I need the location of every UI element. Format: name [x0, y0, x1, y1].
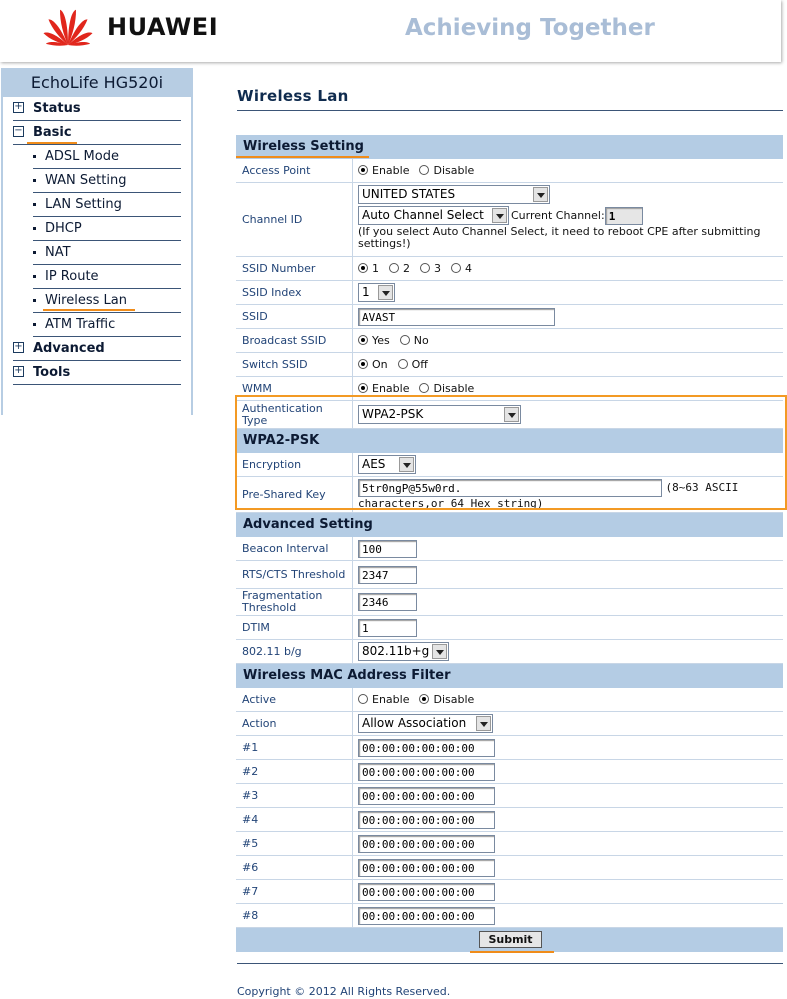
sidebar-item-lan-setting[interactable]: LAN Setting: [33, 193, 181, 217]
radio-icon: [419, 165, 429, 175]
mac-action-select[interactable]: Allow Association: [358, 714, 493, 733]
row-mac-5: #5 00:00:00:00:00:00: [236, 832, 783, 856]
rts-threshold-input[interactable]: 2347: [358, 566, 417, 584]
active-underline: [43, 309, 135, 311]
row-mac-4: #4 00:00:00:00:00:00: [236, 808, 783, 832]
mac-address-input[interactable]: 00:00:00:00:00:00: [358, 763, 495, 781]
submit-button[interactable]: Submit: [479, 931, 542, 948]
page-title: Wireless Lan: [237, 87, 349, 105]
row-pre-shared-key: Pre-Shared Key 5tr0ngP@55w0rd. (8~63 ASCII characters,or 64 Hex string): [236, 477, 783, 513]
fragmentation-threshold-input[interactable]: 2346: [358, 593, 417, 611]
sidebar-item-status[interactable]: + Status: [13, 97, 181, 121]
copyright: Copyright © 2012 All Rights Reserved.: [237, 985, 451, 998]
ssid-number-3[interactable]: 3: [420, 262, 441, 275]
plus-icon: +: [14, 365, 23, 376]
header-banner: [0, 0, 781, 62]
chevron-down-icon: [533, 187, 548, 202]
switch-ssid-on[interactable]: On: [358, 358, 388, 371]
row-mac-6: #6 00:00:00:00:00:00: [236, 856, 783, 880]
row-beacon-interval: Beacon Interval 100: [236, 537, 783, 561]
encryption-select[interactable]: AES: [358, 455, 416, 474]
chevron-down-icon: [504, 407, 519, 422]
mac-address-input[interactable]: 00:00:00:00:00:00: [358, 859, 495, 877]
chevron-down-icon: [432, 644, 447, 659]
tagline: Achieving Together: [405, 15, 655, 41]
ssid-input[interactable]: AVAST: [358, 308, 555, 326]
device-name: EchoLife HG520i: [30, 73, 164, 92]
channel-mode-select[interactable]: Auto Channel Select: [358, 206, 509, 225]
row-encryption: Encryption AES: [236, 453, 783, 477]
chevron-down-icon: [399, 457, 414, 472]
chevron-down-icon: [476, 716, 491, 731]
row-fragmentation-threshold: Fragmentation Threshold 2346: [236, 589, 783, 616]
sidebar-item-adsl-mode[interactable]: ADSL Mode: [33, 145, 181, 169]
row-rts-threshold: RTS/CTS Threshold 2347: [236, 561, 783, 589]
section-wpa2-psk: WPA2-PSK: [236, 429, 783, 453]
active-underline: [27, 142, 77, 144]
dtim-input[interactable]: 1: [358, 619, 417, 637]
sidebar-item-atm-traffic[interactable]: ATM Traffic: [33, 313, 181, 337]
sidebar-item-ip-route[interactable]: IP Route: [33, 265, 181, 289]
row-ssid: SSID AVAST: [236, 305, 783, 329]
wireless-form: [236, 135, 783, 952]
wmm-disable[interactable]: Disable: [419, 382, 474, 395]
chevron-down-icon: [492, 208, 507, 223]
broadcast-no[interactable]: No: [400, 334, 429, 347]
mac-filter-disable[interactable]: Disable: [419, 693, 474, 706]
chevron-down-icon: [378, 285, 393, 300]
brand-name: HUAWEI: [107, 13, 219, 41]
row-wmm: WMM Enable Disable: [236, 377, 783, 401]
row-dtim: DTIM 1: [236, 616, 783, 640]
mac-address-input[interactable]: 00:00:00:00:00:00: [358, 739, 495, 757]
row-mac-action: Action Allow Association: [236, 712, 783, 736]
mac-address-input[interactable]: 00:00:00:00:00:00: [358, 787, 495, 805]
mac-address-input[interactable]: 00:00:00:00:00:00: [358, 811, 495, 829]
sidebar-item-tools[interactable]: + Tools: [13, 361, 181, 385]
plus-icon: +: [14, 341, 23, 352]
access-point-enable[interactable]: Enable: [358, 164, 409, 177]
radio-icon: [358, 165, 368, 175]
broadcast-yes[interactable]: Yes: [358, 334, 390, 347]
mac-address-input[interactable]: 00:00:00:00:00:00: [358, 835, 495, 853]
ssid-number-1[interactable]: 1: [358, 262, 379, 275]
row-access-point: Access Point Enable Disable: [236, 159, 783, 183]
ssid-number-2[interactable]: 2: [389, 262, 410, 275]
title-divider: [237, 110, 783, 111]
row-mac-7: #7 00:00:00:00:00:00: [236, 880, 783, 904]
row-ssid-index: SSID Index 1: [236, 281, 783, 305]
row-mac-2: #2 00:00:00:00:00:00: [236, 760, 783, 784]
sidebar-item-dhcp[interactable]: DHCP: [33, 217, 181, 241]
current-channel-field: 1: [605, 207, 643, 225]
ssid-index-select[interactable]: 1: [358, 283, 395, 302]
row-mac-8: #8 00:00:00:00:00:00: [236, 904, 783, 928]
row-mac-3: #3 00:00:00:00:00:00: [236, 784, 783, 808]
section-wireless-setting: Wireless Setting: [236, 135, 783, 159]
mac-filter-enable[interactable]: Enable: [358, 693, 409, 706]
huawei-logo-icon: [38, 3, 98, 47]
country-select[interactable]: UNITED STATES: [358, 185, 550, 204]
mac-address-input[interactable]: 00:00:00:00:00:00: [358, 883, 495, 901]
row-mac-active: Active Enable Disable: [236, 688, 783, 712]
ssid-number-4[interactable]: 4: [451, 262, 472, 275]
row-broadcast-ssid: Broadcast SSID Yes No: [236, 329, 783, 353]
sidebar-menu: [3, 97, 191, 453]
mac-address-input[interactable]: 00:00:00:00:00:00: [358, 907, 495, 925]
auth-type-select[interactable]: WPA2-PSK: [358, 405, 521, 424]
row-80211-mode: 802.11 b/g 802.11b+g: [236, 640, 783, 664]
wmm-enable[interactable]: Enable: [358, 382, 409, 395]
sidebar: [1, 68, 193, 415]
wireless-mode-select[interactable]: 802.11b+g: [358, 642, 449, 661]
section-mac-filter: Wireless MAC Address Filter: [236, 664, 783, 688]
row-authentication-type: Authentication Type WPA2-PSK: [236, 401, 783, 429]
psk-input[interactable]: 5tr0ngP@55w0rd.: [358, 479, 662, 497]
switch-ssid-off[interactable]: Off: [398, 358, 428, 371]
row-ssid-number: SSID Number 1 2 3 4: [236, 257, 783, 281]
section-advanced-setting: Advanced Setting: [236, 513, 783, 537]
channel-note: (If you select Auto Channel Select, it need to reboot CPE after submitting settings!): [358, 225, 761, 250]
psk-hint: (8~63 ASCII characters,or 64 Hex string): [358, 481, 739, 510]
minus-icon: −: [14, 125, 23, 136]
row-switch-ssid: Switch SSID On Off: [236, 353, 783, 377]
beacon-interval-input[interactable]: 100: [358, 540, 417, 558]
sidebar-item-basic[interactable]: − Basic: [13, 121, 181, 145]
plus-icon: +: [14, 101, 23, 112]
sidebar-item-wan-setting[interactable]: WAN Setting: [33, 169, 181, 193]
sidebar-item-nat[interactable]: NAT: [33, 241, 181, 265]
access-point-disable[interactable]: Disable: [419, 164, 474, 177]
row-channel-id: Channel ID UNITED STATES Auto Channel Select Current Channel: 1 (If you select Auto Channel Select, it need to reboot CPE after submitting settings!): [236, 183, 783, 257]
submit-bar: [236, 928, 783, 952]
footer-divider: [237, 963, 783, 964]
sidebar-item-wireless-lan[interactable]: Wireless Lan: [33, 289, 181, 313]
row-mac-1: #1 00:00:00:00:00:00: [236, 736, 783, 760]
sidebar-item-advanced[interactable]: + Advanced: [13, 337, 181, 361]
